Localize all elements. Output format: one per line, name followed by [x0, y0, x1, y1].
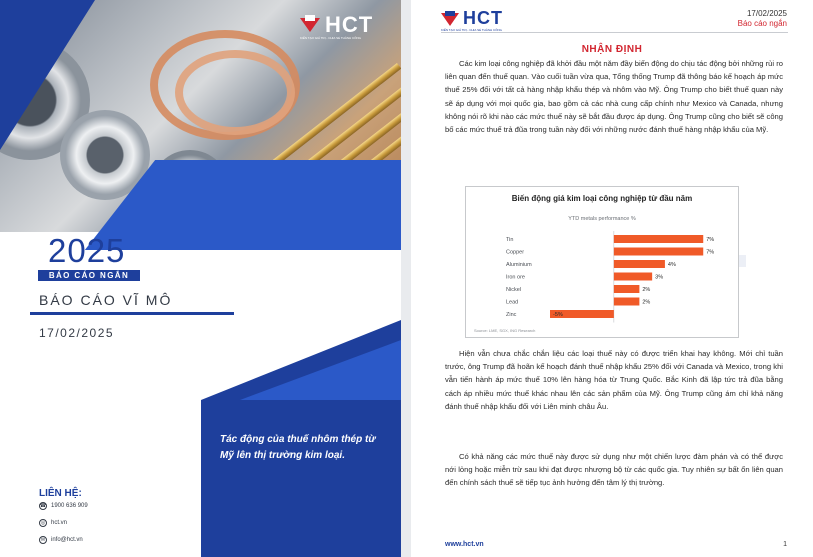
- brand-logo: [300, 12, 373, 38]
- decor-triangle: [0, 0, 95, 150]
- metals-performance-chart: [465, 186, 739, 338]
- chart-value-label: 7%: [706, 237, 715, 243]
- report-year: 2025: [48, 232, 126, 269]
- chart-bar: [614, 298, 640, 306]
- contact-website: [39, 519, 67, 527]
- header-divider: [441, 32, 788, 33]
- chart-title: Biến động giá kim loại công nghiệp từ đầu năm: [511, 194, 693, 203]
- chart-category-label: Tin: [506, 237, 514, 243]
- header-report-kind: Báo cáo ngắn: [737, 19, 787, 28]
- chart-value-label: 2%: [642, 299, 651, 306]
- chart-plot: [466, 187, 740, 339]
- website-link[interactable]: hct.vn: [51, 520, 68, 526]
- brand-tagline: KIẾN TẠO GIÁ TRỊ - CHIA SẺ THÀNH CÔNG: [300, 36, 362, 40]
- contact-email: [39, 536, 83, 544]
- phone-text[interactable]: 1900 636 909: [51, 503, 88, 509]
- chart-bar: [614, 260, 665, 268]
- report-type-label: BÁO CÁO NGẮN: [38, 270, 140, 281]
- chart-bar: [614, 235, 703, 243]
- globe-icon: ◎: [40, 519, 46, 526]
- chart-subtitle: YTD metals performance %: [568, 216, 636, 222]
- paragraph: Hiện vẫn chưa chắc chắn liệu các loại thuế này có được triển khai hay không. Mới chỉ tuần trước, ông Trump đã hoãn kế hoạch đánh thuế nhập khẩu 25% đối với Canada và Mexico, trong khi vẫn tiến hành áp mức thuế 10% lên hàng hóa từ Trung Quốc. Bắc Kinh đã lập tức trả đũa bằng cách áp nhiều mức thuế khác nhau lên các sản phẩm của Mỹ. Ông Trump cũng ám chỉ khả năng đánh thuế nhập khẩu đối với Liên minh châu Âu.: [445, 349, 783, 411]
- paragraph: Có khả năng các mức thuế này được sử dụng như một chiến lược đàm phán và có thể được nới lỏng hoặc miễn trừ sau khi đạt được nhượng bộ từ các quốc gia. Tuy nhiên sự bất ổn liên quan đến chính sách thuế sẽ tiếp tục ảnh hưởng đến tâm lý thị trường.: [445, 452, 783, 488]
- brand-name: HCT: [325, 12, 374, 37]
- decor-panel: [201, 400, 401, 557]
- mail-icon: ✉: [40, 536, 46, 543]
- decor-triangle: [240, 340, 401, 400]
- report-title: BÁO CÁO VĨ MÔ: [39, 292, 173, 308]
- footer-website-link[interactable]: www.hct.vn: [445, 541, 484, 548]
- phone-icon: ☎: [39, 502, 47, 509]
- logo-diamond-icon: [300, 15, 320, 35]
- chart-bar: [614, 248, 703, 256]
- chart-category-label: Zinc: [506, 312, 517, 318]
- chart-value-label: 4%: [667, 262, 676, 268]
- brand-tagline: KIẾN TẠO GIÁ TRỊ - CHIA SẺ THÀNH CÔNG: [441, 28, 503, 32]
- report-date: 17/02/2025: [39, 326, 115, 340]
- chart-value-label: -5%: [553, 312, 563, 318]
- chart-category-label: Nickel: [506, 287, 521, 293]
- logo-diamond-icon: [441, 11, 459, 27]
- chart-category-label: Copper: [506, 249, 525, 256]
- chart-value-label: 7%: [706, 249, 715, 256]
- contact-title: LIÊN HỆ:: [39, 488, 82, 499]
- chart-value-label: 2%: [642, 287, 651, 293]
- title-divider: [30, 312, 234, 315]
- chart-category-label: Aluminium: [506, 262, 532, 268]
- header-date: 17/02/2025: [746, 9, 787, 18]
- brand-name: HCT: [463, 8, 503, 28]
- chart-category-label: Iron ore: [506, 274, 525, 281]
- content-page: [411, 0, 813, 557]
- cover-quote: Tác động của thuế nhôm thép từ Mỹ lên thị trường kim loại.: [220, 434, 376, 461]
- copper-coil-image: [175, 50, 295, 135]
- chart-value-label: 3%: [655, 274, 664, 281]
- cover-page: [0, 0, 401, 557]
- chart-bar: [614, 273, 652, 281]
- paragraph: Các kim loại công nghiệp đã khởi đầu một năm đầy biến động do chịu tác động bởi những rủi ro liên quan đến thuế quan. Vào cuối tuần vừa qua, Tổng thống Trump đã thông báo kế hoạch áp mức thuế 25% đối với tất cả hàng nhập khẩu thép và nhôm vào Mỹ. Ông Trump cho biết thuế quan này sẽ áp dụng với mọi quốc gia, bao gồm cả các nhà cung cấp chính như Mexico và Canada, nhưng không nói rõ khi nào các mức thuế này sẽ bắt đầu được áp dụng. Ông Trump cũng cho biết sẽ công bố các mức thuế trả đũa trong tuần này đối với những nước đánh thuế hàng nhập khẩu của Mỹ.: [445, 59, 783, 135]
- brand-logo: [441, 8, 503, 32]
- section-title: NHẬN ĐỊNH: [581, 44, 643, 55]
- contact-phone: [39, 502, 88, 510]
- chart-category-label: Lead: [506, 299, 519, 306]
- chart-source: Source: LME, SGX, ING Research: [474, 328, 536, 333]
- page-number: 1: [783, 541, 787, 548]
- email-link[interactable]: info@hct.vn: [51, 537, 83, 543]
- chart-bar: [614, 285, 640, 293]
